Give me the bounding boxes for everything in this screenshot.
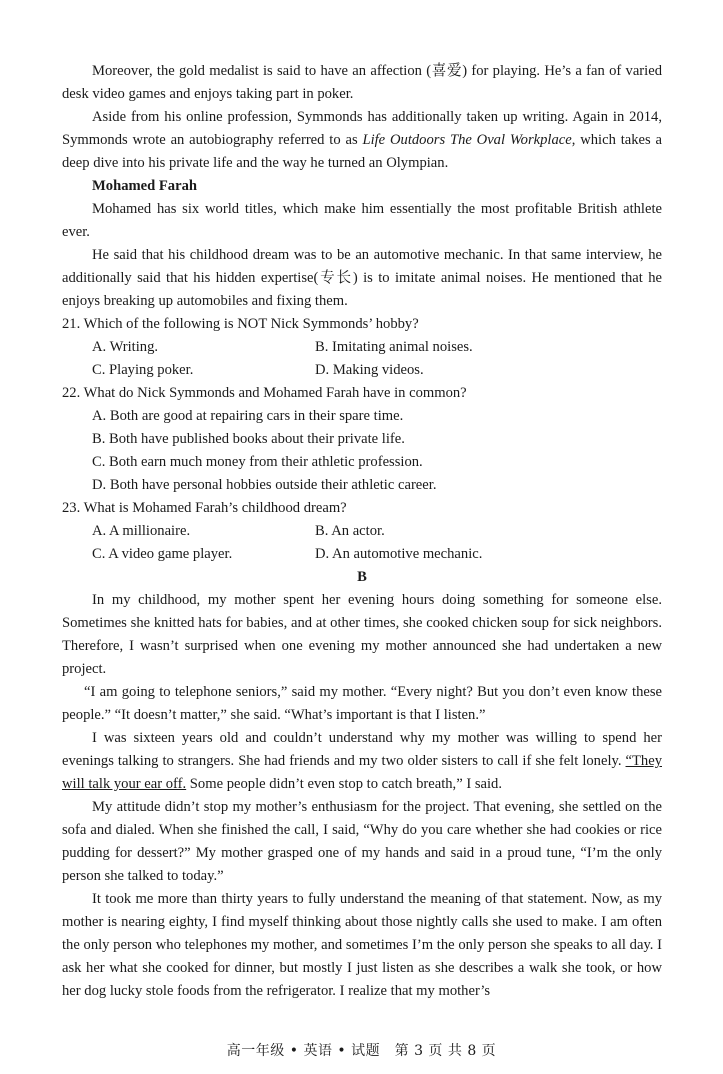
- strangers-text-1: I was sixteen years old and couldn’t understand why my mother was willing to spend her evenings talking to strangers. She had friends and my two older sisters to call if she felt lonely.: [62, 730, 662, 769]
- writing-text-2: , which takes a deep dive into his private life and the way he turned an Olympian.: [62, 132, 662, 171]
- option-21-a: A. Writing.: [92, 339, 159, 355]
- paragraph-b-telephone-seniors: “I am going to telephone seniors,” said my mother. “Every night? But you don’t even know these people.” “It doesn’t matter,” she said. “What’s important is that I listen.”: [62, 684, 662, 723]
- option-23-c: C. A video game player.: [92, 546, 233, 562]
- athlete-name-heading: Mohamed Farah: [92, 178, 197, 194]
- section-b-title: B: [357, 569, 367, 585]
- question-21-stem: 21. Which of the following is NOT Nick Symmonds’ hobby?: [62, 316, 419, 332]
- page-footer: 高一年级 • 英语 • 试题 第 3 页 共 8 页: [226, 1043, 497, 1059]
- option-23-a: A. A millionaire.: [92, 523, 191, 539]
- paragraph-b-thirty-years: It took me more than thirty years to fully understand the meaning of that statement. Now, as my mother is nearing eighty, I find myself thinking about those nightly calls she used to make. I am often the only person who telephones my mother, and sometimes I’m the only person she speaks to all day. I ask her what she cooked for dinner, but mostly I just listen as she describes a walk she took, or how her dog lucky stole foods from the refrigerator. I realize that my mother’s: [62, 891, 662, 999]
- option-22-a: A. Both are good at repairing cars in their spare time.: [92, 408, 404, 424]
- paragraph-affection: Moreover, the gold medalist is said to have an affection (喜爱) for playing. He’s a fan of varied desk video games and enjoys taking part in poker.: [62, 63, 662, 102]
- paragraph-titles: Mohamed has six world titles, which make him essentially the most profitable British athlete ever.: [62, 201, 662, 240]
- question-22-stem: 22. What do Nick Symmonds and Mohamed Farah have in common?: [62, 385, 467, 401]
- paragraph-b-childhood: In my childhood, my mother spent her evening hours doing something for someone else. Sometimes she knitted hats for babies, and at other times, she cooked chicken soup for sick neighbors. Therefore, I wasn’t surprised when one evening my mother announced she had undertaken a new project.: [62, 592, 662, 677]
- question-21-options-row-1: [62, 336, 662, 359]
- paragraph-b-strangers: [62, 727, 662, 796]
- question-21-options-row-2: [62, 359, 662, 382]
- paragraph-b-attitude: My attitude didn’t stop my mother’s enthusiasm for the project. That evening, she settled on the sofa and dialed. When she finished the call, I said, “Why do you care whether she had cookies or rice pudding for dessert?” My mother grasped one of my hands and said in a proud tune, “I’m the only person she talked to today.”: [62, 799, 662, 884]
- option-23-d: D. An automotive mechanic.: [315, 546, 483, 562]
- book-title: Life Outdoors The Oval Workplace: [362, 132, 572, 148]
- option-22-c: C. Both earn much money from their athletic profession.: [92, 454, 423, 470]
- strangers-text-2: Some people didn’t even stop to catch breath,” I said.: [186, 776, 502, 792]
- underlined-phrase: “They will talk your ear off.: [62, 753, 662, 792]
- option-21-d: D. Making videos.: [315, 362, 424, 378]
- paragraph-writing: [62, 106, 662, 175]
- question-23-options-row-2: [62, 543, 662, 566]
- exam-page: [62, 60, 662, 1003]
- writing-text-1: Aside from his online profession, Symmonds has additionally taken up writing. Again in 2014, Symmonds wrote an autobiography referred to as: [62, 109, 662, 148]
- option-21-c: C. Playing poker.: [92, 362, 194, 378]
- option-23-b: B. An actor.: [315, 523, 385, 539]
- option-22-b: B. Both have published books about their private life.: [92, 431, 405, 447]
- question-23-options-row-1: [62, 520, 662, 543]
- paragraph-childhood-dream: He said that his childhood dream was to be an automotive mechanic. In that same interview, he additionally said that his hidden expertise(专长) is to imitate animal noises. He mentioned that he enjoys breaking up automobiles and fixing them.: [62, 247, 662, 309]
- option-21-b: B. Imitating animal noises.: [315, 339, 473, 355]
- option-22-d: D. Both have personal hobbies outside their athletic career.: [92, 477, 437, 493]
- question-23-stem: 23. What is Mohamed Farah’s childhood dream?: [62, 500, 347, 516]
